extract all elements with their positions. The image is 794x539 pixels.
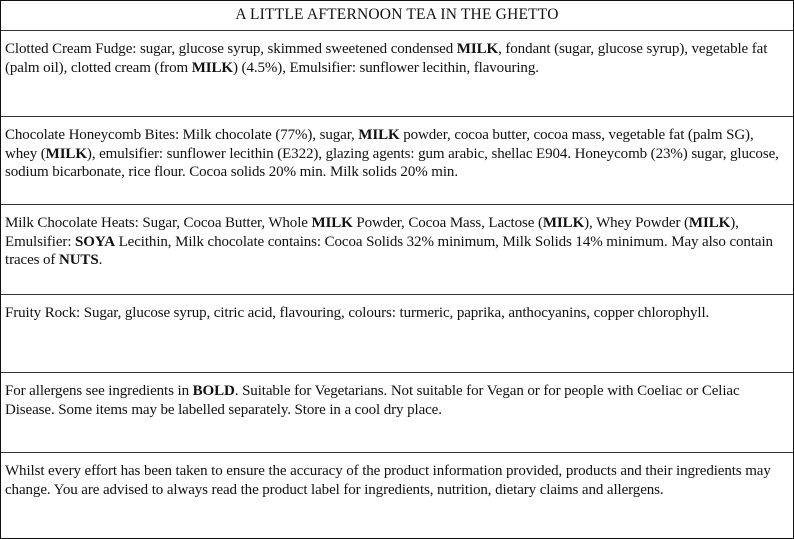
allergen-highlight: MILK [542, 215, 585, 231]
ingredient-text: . Suitable for Vegetarians. Not suitable for Vegan or for people with Coeliac or Celiac Disease. Some items may be labelled separately. Store in a cool dry place. [5, 383, 740, 418]
ingredient-text: ), Whey Powder ( [584, 215, 689, 231]
allergen-highlight: MILK [456, 41, 499, 57]
section-allergen-note [1, 373, 793, 453]
allergen-highlight: MILK [358, 127, 400, 143]
section-fruity-rock [1, 295, 793, 373]
ingredient-text: . [98, 252, 103, 268]
section-milk-chocolate-heats [1, 205, 793, 295]
section-disclaimer [1, 453, 793, 538]
allergen-highlight: MILK [688, 215, 731, 231]
section-chocolate-honeycomb-bites [1, 117, 793, 205]
allergen-highlight: MILK [311, 215, 353, 231]
ingredient-text: Lecithin, Milk chocolate contains: Cocoa Solids 32% minimum, Milk Solids 14% minimum. May also contain traces of [5, 233, 773, 268]
ingredient-text: powder, cocoa butter, cocoa mass, vegetable fat (palm SG), whey ( [5, 127, 754, 162]
ingredient-text: ), emulsifier: sunflower lecithin (E322), glazing agents: gum arabic, shellac E904. Honeycomb (23%) sugar, glucose, sodium bicarbonate, rice flour. Cocoa solids 20% min. Milk solids 20% min. [5, 145, 779, 180]
ingredient-text: Clotted Cream Fudge: sugar, glucose syrup, skimmed sweetened condensed [5, 41, 457, 57]
section-text [5, 117, 789, 182]
ingredient-text: , fondant (sugar, glucose syrup), vegetable fat (palm oil), clotted cream (from [5, 41, 768, 76]
allergen-highlight: MILK [45, 145, 87, 162]
section-clotted-cream-fudge [1, 31, 793, 117]
ingredient-text: Powder, Cocoa Mass, Lactose ( [352, 215, 543, 231]
section-text [5, 295, 789, 323]
ingredient-text: Milk Chocolate Heats: Sugar, Cocoa Butter, Whole [5, 215, 312, 231]
section-text [5, 205, 789, 270]
section-text [5, 31, 789, 77]
allergen-highlight: SOYA [75, 233, 115, 250]
ingredient-text: ), Emulsifier: [5, 215, 739, 250]
ingredient-text: Chocolate Honeycomb Bites: Milk chocolate (77%), sugar, [5, 127, 359, 143]
ingredient-text: Whilst every effort has been taken to ensure the accuracy of the product information provided, products and their ingredients may change. You are advised to always read the product label for ingredients, nutrition, dietary claims and allergens. [5, 463, 771, 498]
allergen-highlight: MILK [191, 59, 234, 76]
ingredient-text: For allergens see ingredients in [5, 383, 193, 399]
allergen-highlight: NUTS [58, 252, 99, 268]
section-text [5, 373, 789, 419]
allergen-highlight: BOLD [192, 383, 235, 399]
ingredient-text: ) (4.5%), Emulsifier: sunflower lecithin, flavouring. [233, 59, 539, 76]
label-title: A LITTLE AFTERNOON TEA IN THE GHETTO [1, 1, 793, 31]
section-text [5, 453, 789, 499]
ingredient-text: Fruity Rock: Sugar, glucose syrup, citric acid, flavouring, colours: turmeric, paprika, anthocyanins, copper chlorophyll. [5, 305, 710, 321]
